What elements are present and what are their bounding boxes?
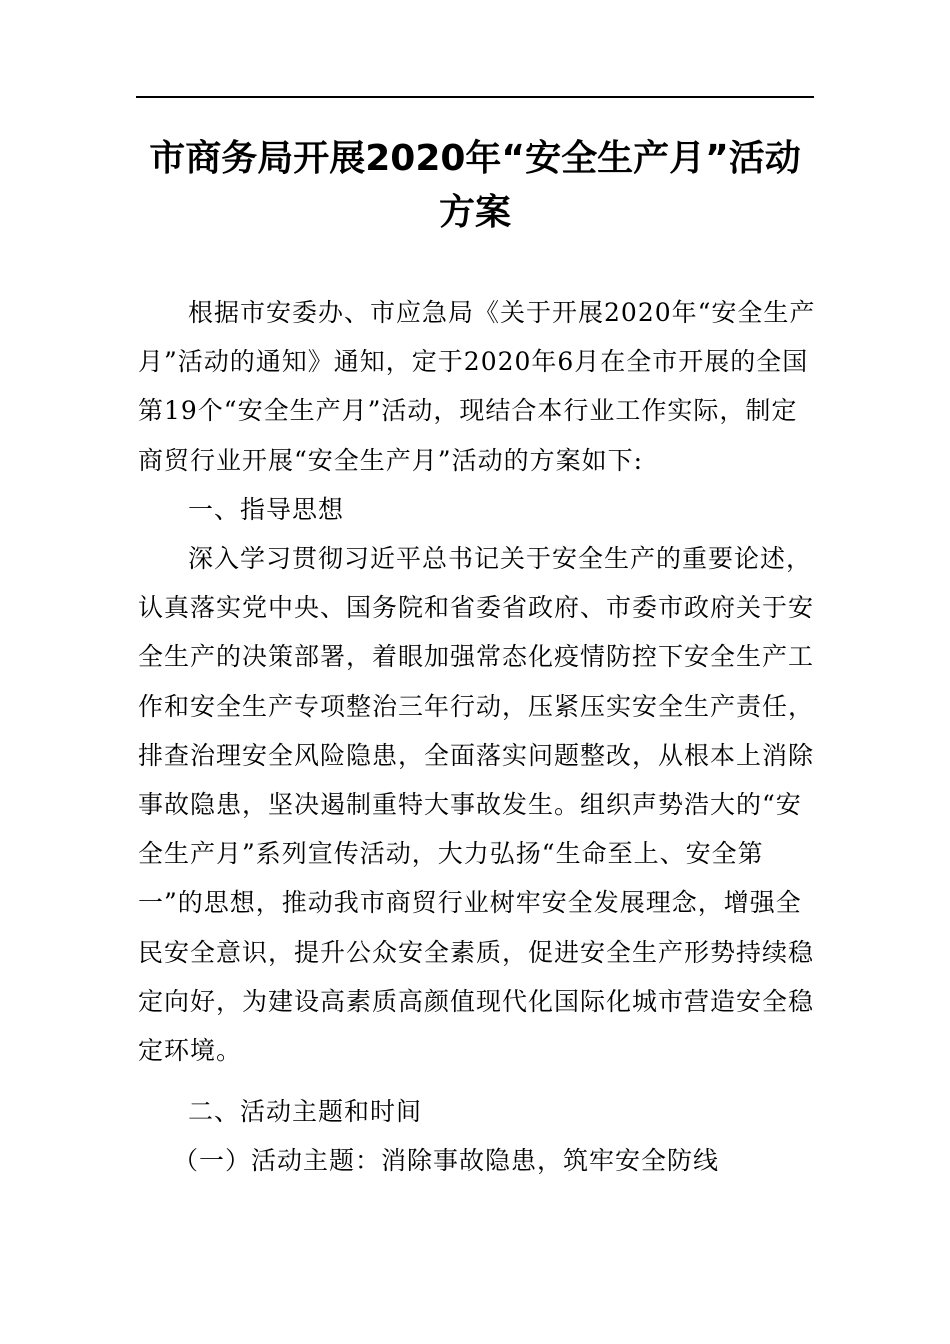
section-1-line: 认真落实党中央、国务院和省委省政府、市委市政府关于安 [138,593,815,623]
section-1-line: 一”的思想，推动我市商贸行业树牢安全发展理念，增强全 [138,888,802,918]
document-title [120,132,830,240]
section-1-heading: 一、指导思想 [188,494,345,524]
section-2-item-1: （一）活动主题：消除事故隐患，筑牢安全防线 [173,1146,720,1176]
section-1-line: 定向好，为建设高素质高颜值现代化国际化城市营造安全稳 [138,986,815,1016]
intro-line: 月”活动的通知》通知，定于2020年6月在全市开展的全国 [138,347,809,377]
document-body [138,288,814,1186]
intro-paragraph [138,288,814,485]
paragraph-gap [138,1075,814,1087]
section-1-line: 深入学习贯彻习近平总书记关于安全生产的重要论述， [188,544,813,574]
intro-line: 商贸行业开展“安全生产月”活动的方案如下: [138,445,643,475]
section-1-line: 全生产的决策部署，着眼加强常态化疫情防控下安全生产工 [138,642,815,672]
section-1-paragraph [138,534,814,1075]
section-1-line: 全生产月”系列宣传活动，大力弘扬“生命至上、安全第 [138,839,764,869]
title-line-1: 市商务局开展2020年“安全生产月”活动 [149,138,801,179]
intro-line: 第19个“安全生产月”活动，现结合本行业工作实际，制定 [138,396,798,426]
section-1-line: 定环境。 [138,1036,243,1066]
section-1-line: 事故隐患，坚决遏制重特大事故发生。组织声势浩大的“安 [138,790,802,820]
title-line-2: 方案 [438,192,511,233]
header-rule [136,96,814,98]
section-2-heading: 二、活动主题和时间 [188,1097,423,1127]
intro-line: 根据市安委办、市应急局《关于开展2020年“安全生产 [188,298,816,327]
section-1-line: 作和安全生产专项整治三年行动，压紧压实安全生产责任， [138,691,815,721]
section-1-line: 排查治理安全风险隐患，全面落实问题整改，从根本上消除 [138,740,815,770]
section-1-line: 民安全意识，提升公众安全素质，促进安全生产形势持续稳 [138,937,815,967]
